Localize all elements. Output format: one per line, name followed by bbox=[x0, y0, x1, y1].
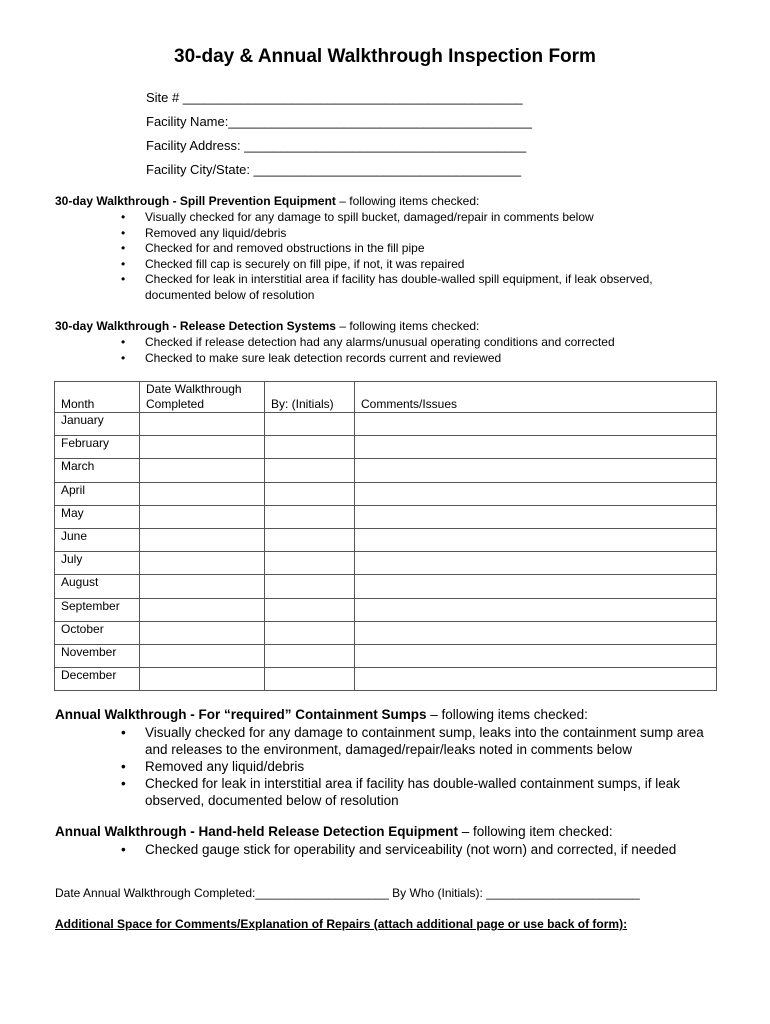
date-cell[interactable] bbox=[140, 644, 265, 667]
release-section-heading: 30-day Walkthrough - Release Detection Systems – following items checked: bbox=[55, 319, 480, 333]
table-row bbox=[55, 459, 717, 482]
initials-cell[interactable] bbox=[265, 528, 355, 551]
month-header: Month bbox=[55, 382, 140, 413]
comments-cell[interactable] bbox=[355, 436, 717, 459]
initials-cell[interactable] bbox=[265, 644, 355, 667]
table-row bbox=[55, 668, 717, 691]
comments-cell[interactable] bbox=[355, 482, 717, 505]
date-cell[interactable] bbox=[140, 482, 265, 505]
list-item: • Checked gauge stick for operability and serviceability (not worn) and corrected, if needed bbox=[121, 841, 721, 858]
comments-cell[interactable] bbox=[355, 668, 717, 691]
month-cell: May bbox=[55, 505, 140, 528]
comments-cell[interactable] bbox=[355, 598, 717, 621]
sumps-section-heading: Annual Walkthrough - For “required” Containment Sumps – following items checked: bbox=[55, 707, 588, 722]
comments-cell[interactable] bbox=[355, 528, 717, 551]
table-row bbox=[55, 598, 717, 621]
date-cell[interactable] bbox=[140, 528, 265, 551]
list-item: • Visually checked for any damage to spill bucket, damaged/repair in comments below bbox=[121, 210, 701, 226]
table-row bbox=[55, 644, 717, 667]
initials-cell[interactable] bbox=[265, 459, 355, 482]
annual-completion-line[interactable]: Date Annual Walkthrough Completed:____________________ By Who (Initials): _______________________ bbox=[55, 886, 640, 900]
date-cell[interactable] bbox=[140, 598, 265, 621]
comments-cell[interactable] bbox=[355, 621, 717, 644]
month-cell: April bbox=[55, 482, 140, 505]
date-completed-header: Date Walkthrough Completed bbox=[140, 382, 265, 413]
month-cell: August bbox=[55, 575, 140, 598]
date-cell[interactable] bbox=[140, 668, 265, 691]
date-cell[interactable] bbox=[140, 552, 265, 575]
initials-cell[interactable] bbox=[265, 598, 355, 621]
date-cell[interactable] bbox=[140, 575, 265, 598]
initials-cell[interactable] bbox=[265, 668, 355, 691]
list-item: • Visually checked for any damage to containment sump, leaks into the containment sump area and releases to the environment, damaged/repair/leaks noted in comments below bbox=[121, 724, 721, 758]
date-cell[interactable] bbox=[140, 505, 265, 528]
comments-header: Comments/Issues bbox=[355, 382, 717, 413]
comments-cell[interactable] bbox=[355, 459, 717, 482]
spill-section-heading: 30-day Walkthrough - Spill Prevention Equipment – following items checked: bbox=[55, 194, 480, 208]
list-item: • Checked to make sure leak detection records current and reviewed bbox=[121, 351, 721, 367]
month-cell: January bbox=[55, 413, 140, 436]
comments-cell[interactable] bbox=[355, 575, 717, 598]
list-item: • Checked for leak in interstitial area if facility has double-walled containment sumps, if leak observed, documented below of resolution bbox=[121, 775, 721, 809]
table-row bbox=[55, 575, 717, 598]
month-cell: July bbox=[55, 552, 140, 575]
release-checklist bbox=[121, 335, 721, 366]
initials-cell[interactable] bbox=[265, 552, 355, 575]
spill-checklist bbox=[121, 210, 701, 304]
comments-cell[interactable] bbox=[355, 644, 717, 667]
additional-comments-heading: Additional Space for Comments/Explanation of Repairs (attach additional page or use back of form): bbox=[55, 917, 628, 931]
table-row bbox=[55, 621, 717, 644]
comments-cell[interactable] bbox=[355, 552, 717, 575]
monthly-walkthrough-table bbox=[54, 381, 717, 691]
comments-cell[interactable] bbox=[355, 505, 717, 528]
month-cell: March bbox=[55, 459, 140, 482]
month-cell: September bbox=[55, 598, 140, 621]
list-item: • Removed any liquid/debris bbox=[121, 226, 701, 242]
initials-cell[interactable] bbox=[265, 621, 355, 644]
table-row bbox=[55, 413, 717, 436]
list-item: • Checked if release detection had any alarms/unusual operating conditions and corrected bbox=[121, 335, 721, 351]
facility-address-field[interactable]: Facility Address: _______________________________________ bbox=[146, 138, 527, 153]
table-row bbox=[55, 482, 717, 505]
date-cell[interactable] bbox=[140, 459, 265, 482]
date-cell[interactable] bbox=[140, 436, 265, 459]
list-item: • Removed any liquid/debris bbox=[121, 758, 721, 775]
month-cell: February bbox=[55, 436, 140, 459]
form-title: 30-day & Annual Walkthrough Inspection Form bbox=[174, 46, 596, 67]
site-number-field[interactable]: Site # _______________________________________________ bbox=[146, 90, 523, 105]
initials-cell[interactable] bbox=[265, 436, 355, 459]
month-cell: October bbox=[55, 621, 140, 644]
table-row bbox=[55, 528, 717, 551]
initials-cell[interactable] bbox=[265, 413, 355, 436]
initials-cell[interactable] bbox=[265, 575, 355, 598]
month-cell: June bbox=[55, 528, 140, 551]
table-row bbox=[55, 436, 717, 459]
table-row bbox=[55, 505, 717, 528]
list-item: • Checked for and removed obstructions in the fill pipe bbox=[121, 241, 701, 257]
table-header-row bbox=[55, 382, 717, 413]
list-item: • Checked for leak in interstitial area if facility has double-walled spill equipment, if leak observed, documented below of resolution bbox=[121, 272, 701, 303]
handheld-checklist bbox=[121, 841, 721, 858]
list-item: • Checked fill cap is securely on fill pipe, if not, it was repaired bbox=[121, 257, 701, 273]
initials-cell[interactable] bbox=[265, 482, 355, 505]
month-cell: November bbox=[55, 644, 140, 667]
handheld-section-heading: Annual Walkthrough - Hand-held Release Detection Equipment – following item checked: bbox=[55, 824, 613, 839]
sumps-checklist bbox=[121, 724, 721, 809]
facility-name-field[interactable]: Facility Name:__________________________________________ bbox=[146, 114, 533, 129]
table-row bbox=[55, 552, 717, 575]
initials-header: By: (Initials) bbox=[265, 382, 355, 413]
initials-cell[interactable] bbox=[265, 505, 355, 528]
comments-cell[interactable] bbox=[355, 413, 717, 436]
date-cell[interactable] bbox=[140, 413, 265, 436]
facility-city-state-field[interactable]: Facility City/State: _____________________________________ bbox=[146, 162, 522, 177]
month-cell: December bbox=[55, 668, 140, 691]
date-cell[interactable] bbox=[140, 621, 265, 644]
